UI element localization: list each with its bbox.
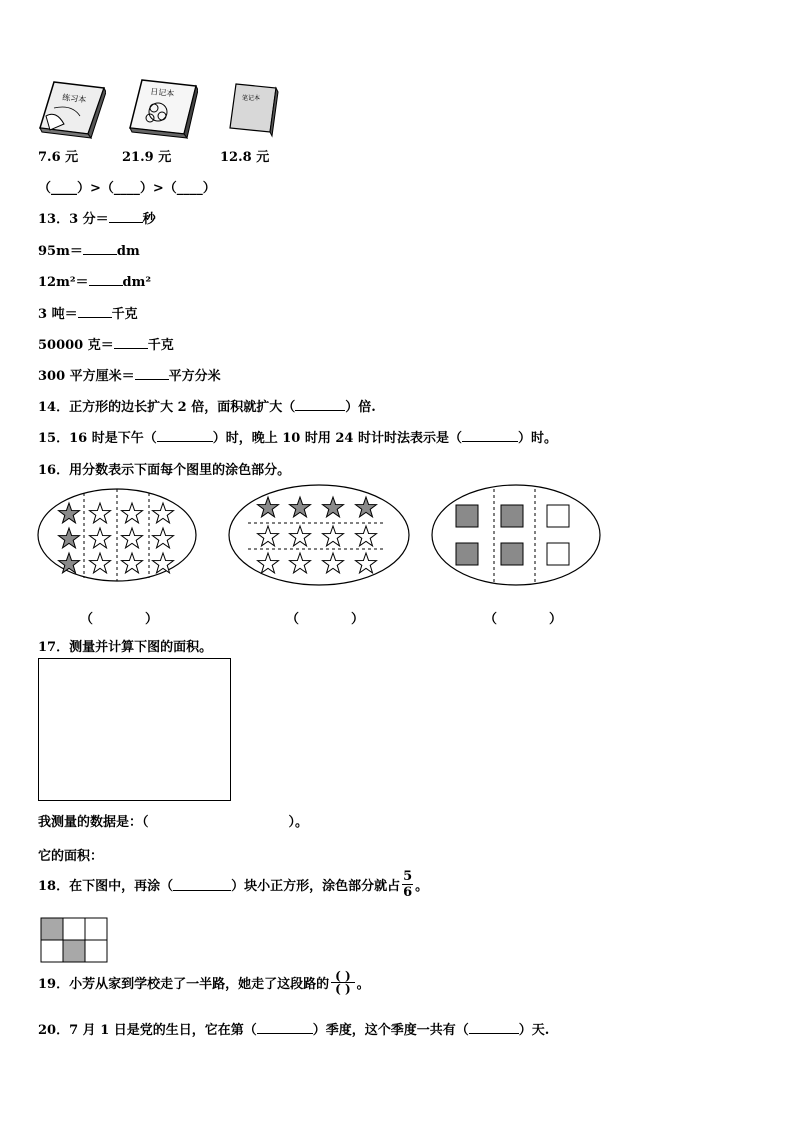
q16-answer-2[interactable]: （ ） (286, 612, 365, 627)
star-shaded (59, 528, 80, 548)
q16-number: 16． (38, 463, 70, 478)
star-shaded (258, 497, 279, 517)
star (90, 553, 111, 573)
q15-number: 15． (38, 431, 70, 446)
q13-line-2: 95m＝ dm (38, 244, 140, 259)
square-shaded (501, 505, 523, 527)
square-shaded (456, 543, 478, 565)
q13-line-1: 13．3 分＝ 秒 (38, 212, 156, 227)
q18-line: 18． 在下图中，再涂（ ）块小正方形，涂色部分就占 $\frac{5}{6}$ 。 (38, 869, 429, 900)
answer-blank[interactable] (135, 368, 169, 380)
star (323, 526, 344, 546)
figure-2-oval (229, 485, 409, 585)
star-shaded (290, 497, 311, 517)
answer-blank[interactable] (462, 430, 518, 442)
grid-cell[interactable] (85, 918, 107, 940)
q20-line: 20．7 月 1 日是党的生日，它在第（ ）季度，这个季度一共有（ ）天. (38, 1023, 550, 1038)
fraction-five-sixths: $\frac{5}{6}$ (403, 869, 413, 900)
star (290, 526, 311, 546)
q19-number: 19． (38, 977, 70, 992)
book-notebook-picture (228, 82, 280, 142)
q20-number: 20． (38, 1023, 70, 1038)
book-cover-label: 练习本 (61, 93, 87, 105)
answer-blank[interactable] (157, 430, 213, 442)
book-diary-picture (126, 78, 198, 144)
q19-line: 19． 小芳从家到学校走了一半路，她走了这段路的 $\frac{( )}{( )}$ 。 (38, 969, 370, 996)
star (258, 526, 279, 546)
q17-number: 17． (38, 640, 70, 655)
star (90, 528, 111, 548)
grid-cell[interactable] (63, 918, 85, 940)
star (290, 553, 311, 573)
star (323, 553, 344, 573)
q16-line: 16．用分数表示下面每个图里的涂色部分。 (38, 463, 291, 478)
star (122, 553, 143, 573)
q15-line: 15．16 时是下午（ ）时，晚上 10 时用 24 时计时法表示是（ ）时。 (38, 431, 558, 446)
q13-number: 13． (38, 212, 70, 227)
q16-figures (36, 483, 602, 589)
q13-line-3: 12m²＝ dm² (38, 275, 152, 290)
star (122, 528, 143, 548)
price-workbook: 7.6 元 (38, 150, 79, 165)
figure-3-oval (432, 485, 600, 585)
answer-blank[interactable] (173, 879, 231, 891)
q17-rectangle (38, 658, 231, 801)
answer-blank[interactable] (295, 399, 345, 411)
answer-blank[interactable] (83, 243, 117, 255)
star (90, 503, 111, 523)
q18-number: 18． (38, 879, 70, 894)
q16-answer-3[interactable]: （ ） (484, 612, 563, 627)
star-shaded (59, 553, 80, 573)
square (547, 505, 569, 527)
answer-blank[interactable] (89, 274, 123, 286)
q17-area-label: 它的面积： (38, 849, 104, 864)
q17-measure-line: 我测量的数据是：（ ）。 (38, 815, 309, 830)
q14-number: 14． (38, 400, 70, 415)
star (153, 528, 174, 548)
square (547, 543, 569, 565)
grid-cell-shaded[interactable] (63, 940, 85, 962)
figure-1-oval (38, 489, 196, 581)
price-notebook: 12.8 元 (220, 150, 270, 165)
star-shaded (356, 497, 377, 517)
star (153, 553, 174, 573)
price-diary: 21.9 元 (122, 150, 172, 165)
answer-blank[interactable] (257, 1022, 313, 1034)
grid-cell[interactable] (85, 940, 107, 962)
book-workbook-picture (36, 78, 106, 144)
grid-cell[interactable] (41, 940, 63, 962)
q13-line-4: 3 吨＝ 千克 (38, 307, 138, 322)
star (356, 526, 377, 546)
q16-answer-1[interactable]: （ ） (80, 612, 159, 627)
answer-blank[interactable] (109, 211, 143, 223)
star (356, 553, 377, 573)
answer-blank[interactable] (469, 1022, 519, 1034)
star (153, 503, 174, 523)
star (258, 553, 279, 573)
q14-line: 14．正方形的边长扩大 2 倍，面积就扩大（ ）倍. (38, 400, 376, 415)
q18-grid (40, 917, 108, 963)
answer-blank[interactable] (114, 337, 148, 349)
book-cover-label: 日记本 (149, 87, 175, 99)
star (122, 503, 143, 523)
answer-blank[interactable] (78, 306, 112, 318)
q13-line-5: 50000 克＝ 千克 (38, 338, 174, 353)
compare-line: （____）>（____）>（____） (38, 181, 216, 196)
q17-line: 17．测量并计算下图的面积。 (38, 640, 213, 655)
fraction-blank[interactable]: $\frac{( )}{( )}$ (331, 970, 355, 995)
book-cover-label: 笔记本 (242, 95, 261, 102)
star-shaded (59, 503, 80, 523)
q13-line-6: 300 平方厘米＝ 平方分米 (38, 369, 221, 384)
grid-cell-shaded[interactable] (41, 918, 63, 940)
star-shaded (323, 497, 344, 517)
square-shaded (456, 505, 478, 527)
square-shaded (501, 543, 523, 565)
